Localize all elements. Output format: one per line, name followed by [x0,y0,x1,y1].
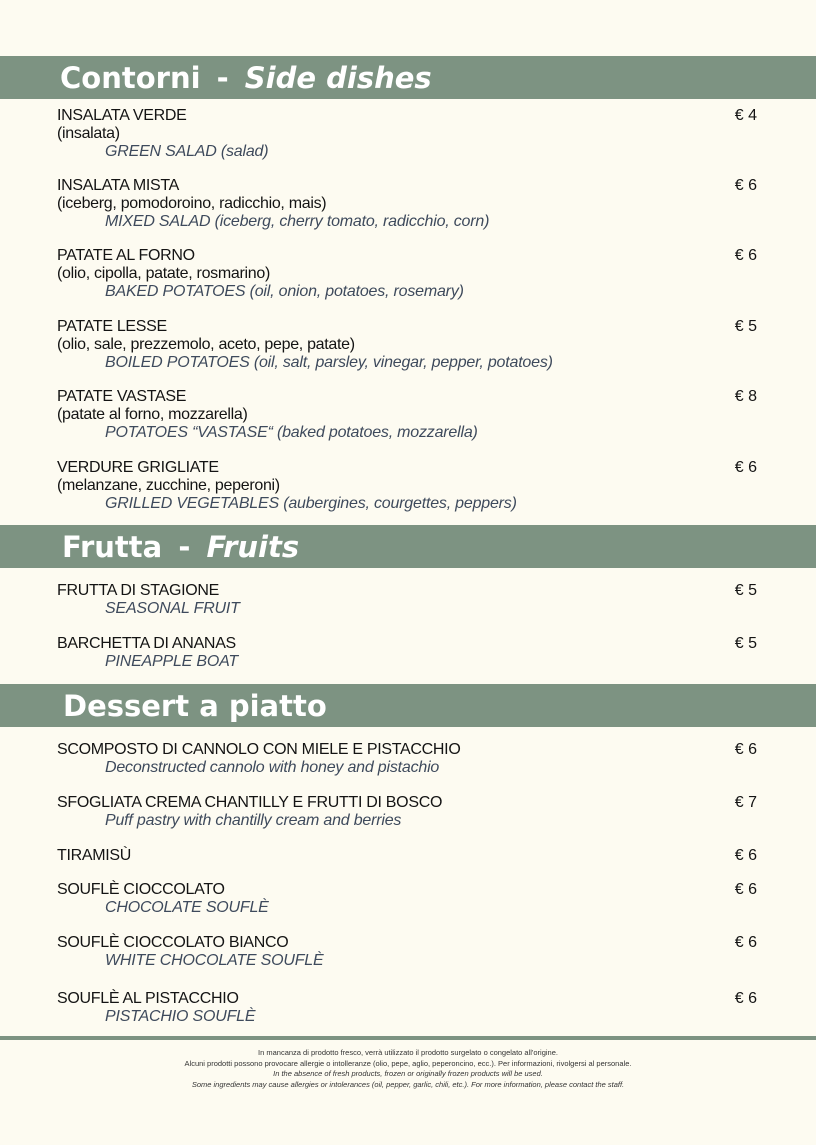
item-price: € 6 [734,177,757,194]
item-name: SFOGLIATA CREMA CHANTILLY E FRUTTI DI BOSCO [57,794,443,811]
item-name: INSALATA VERDE [57,107,187,124]
item-name: SOUFLÈ CIOCCOLATO BIANCO [57,934,289,951]
footer-note-it-1: In mancanza di prodotto fresco, verrà utilizzato il prodotto surgelato o congelato all'origine. [258,1048,558,1057]
title-dash: - [178,529,191,564]
section-title [62,530,299,564]
item-translation: GRILLED VEGETABLES (aubergines, courgettes, peppers) [105,495,517,512]
item-name: SOUFLÈ AL PISTACCHIO [57,990,239,1007]
menu-item [57,794,757,830]
menu-item [57,107,757,161]
item-translation: PINEAPPLE BOAT [105,653,238,670]
section-header-contorni [0,56,816,99]
section-header-frutta [0,525,816,568]
item-price: € 7 [734,794,757,811]
footer-note-it-2: Alcuni prodotti possono provocare allergie o intolleranze (olio, pepe, aglio, peperoncino, ecc.). Per informazioni, rivolgersi al personale. [184,1058,632,1068]
item-ingredients: (iceberg, pomodoroino, radicchio, mais) [57,195,327,212]
menu-item [57,582,757,618]
item-price: € 5 [734,582,757,599]
footer-note-en-1: In the absence of fresh products, frozen or originally frozen products will be used. [273,1069,543,1078]
item-price: € 5 [734,318,757,335]
item-ingredients: (insalata) [57,125,120,142]
item-name: PATATE VASTASE [57,388,187,405]
item-name: INSALATA MISTA [57,177,180,194]
item-price: € 6 [734,881,757,898]
item-translation: Puff pastry with chantilly cream and berries [105,812,402,829]
item-translation: WHITE CHOCOLATE SOUFLÈ [105,952,324,969]
item-ingredients: (olio, cipolla, patate, rosmarino) [57,265,271,282]
menu-item [57,247,757,301]
item-name: SCOMPOSTO DI CANNOLO CON MIELE E PISTACCHIO [57,741,461,758]
menu-item [57,990,757,1026]
item-price: € 6 [734,934,757,951]
item-ingredients: (patate al forno, mozzarella) [57,406,248,423]
item-name: SOUFLÈ CIOCCOLATO [57,881,225,898]
footer-notes [0,1048,816,1090]
menu-item [57,177,757,231]
menu-item [57,847,757,865]
item-name: BARCHETTA DI ANANAS [57,635,236,652]
footer-note-en-2: Some ingredients may cause allergies or intolerances (oil, pepper, garlic, chili, etc.). For more information, please contact the staff. [191,1079,625,1089]
item-translation: CHOCOLATE SOUFLÈ [105,899,269,916]
section-header-dessert [0,684,816,727]
item-translation: BOILED POTATOES (oil, salt, parsley, vinegar, pepper, potatoes) [105,354,553,371]
item-name: FRUTTA DI STAGIONE [57,582,220,599]
item-price: € 6 [734,247,757,264]
section-title-it: Frutta [62,529,163,564]
section-title: Dessert a piatto [63,688,327,723]
item-price: € 4 [734,107,757,124]
item-price: € 5 [734,635,757,652]
item-name: PATATE LESSE [57,318,167,335]
section-title-it: Contorni [60,60,201,95]
item-translation: GREEN SALAD (salad) [105,143,269,160]
menu-item [57,741,757,777]
item-ingredients: (melanzane, zucchine, peperoni) [57,477,280,494]
footer-divider [0,1036,816,1040]
section-title-en: Side dishes [244,60,432,95]
item-translation: BAKED POTATOES (oil, onion, potatoes, rosemary) [105,283,464,300]
item-translation: POTATOES “VASTASE“ (baked potatoes, mozzarella) [105,424,478,441]
menu-item [57,318,757,372]
title-dash: - [216,60,229,95]
item-translation: MIXED SALAD (iceberg, cherry tomato, radicchio, corn) [105,213,490,230]
section-title [60,61,432,95]
item-translation: PISTACHIO SOUFLÈ [105,1008,256,1025]
item-ingredients: (olio, sale, prezzemolo, aceto, pepe, patate) [57,336,355,353]
item-price: € 6 [734,990,757,1007]
item-price: € 6 [734,459,757,476]
item-name: PATATE AL FORNO [57,247,195,264]
item-price: € 6 [734,741,757,758]
item-translation: Deconstructed cannolo with honey and pistachio [105,759,440,776]
item-price: € 6 [734,847,757,864]
menu-item [57,459,757,513]
menu-item [57,635,757,671]
section-title-en: Fruits [206,529,300,564]
menu-item [57,388,757,442]
item-name: TIRAMISÙ [57,847,132,864]
menu-item [57,881,757,917]
item-name: VERDURE GRIGLIATE [57,459,219,476]
item-translation: SEASONAL FRUIT [105,600,240,617]
item-price: € 8 [734,388,757,405]
menu-item [57,934,757,970]
